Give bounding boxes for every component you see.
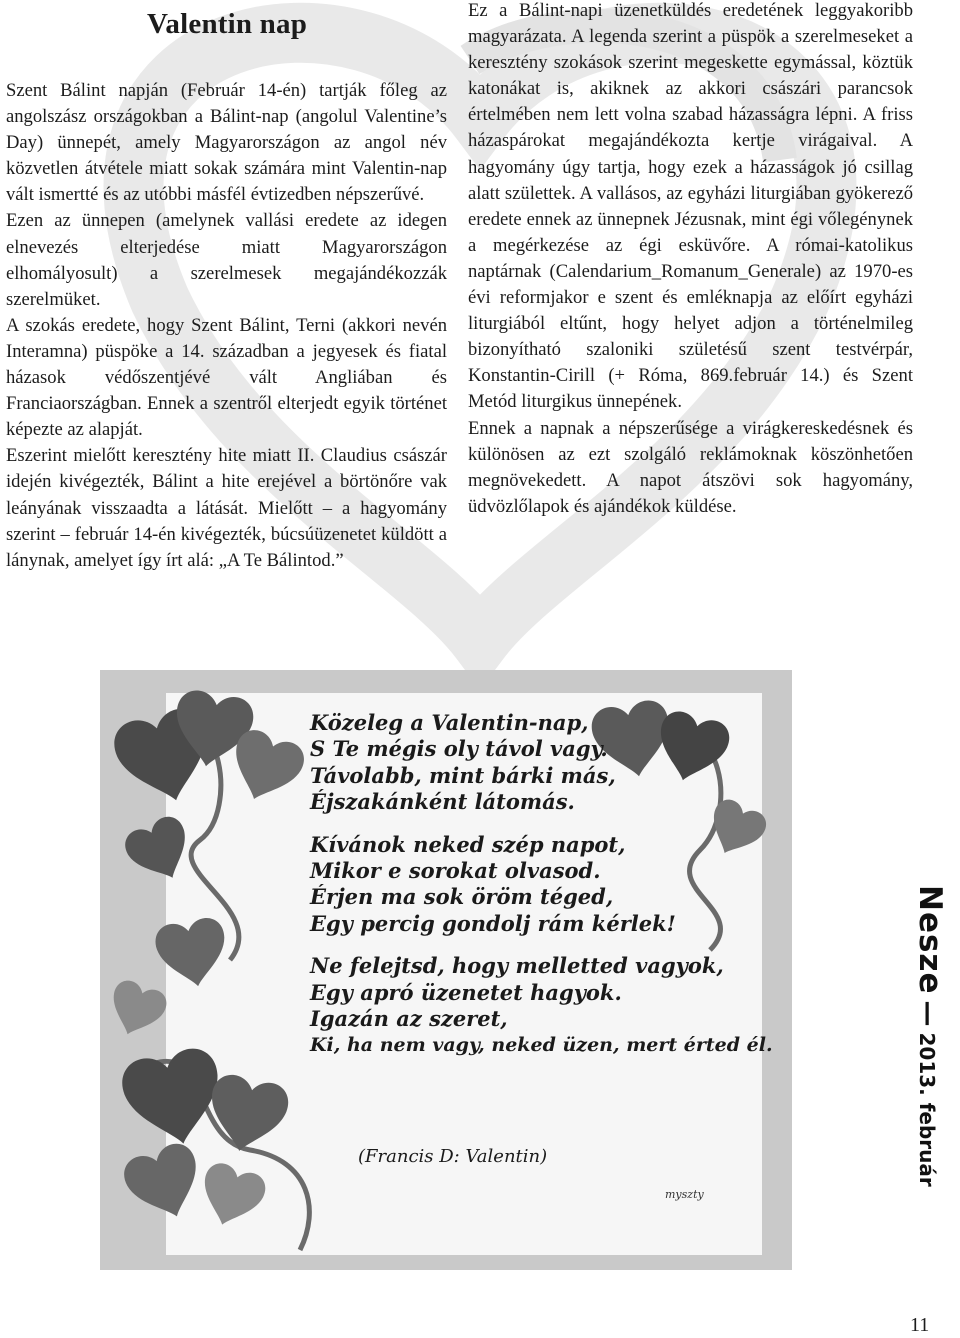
heart-icon [119, 1139, 211, 1229]
poem-line: Ki, ha nem vagy, neked üzen, mert érted él. [310, 1034, 773, 1057]
poem-line: Éjszakánként látomás. [310, 789, 575, 815]
poem-line: Távolabb, mint bárki más, [310, 762, 616, 788]
paragraph: Eszerint mielőtt keresztény hite miatt II. Claudius császár idején kivégezték, Bálint a hite erejével a börtönőre vak leányának visszaadta a látását. Mielőtt – a hagyomány szerint – február 14-én kivégezték, búcsúüzenetet küldött a lánynak, amelyet így írt alá: „A Te Bálintod.” [6, 445, 447, 571]
poem-line: Egy percig gondolj rám kérlek! [310, 910, 676, 936]
poem-line: Közeleg a Valentin-nap, [310, 710, 589, 735]
paragraph: A szokás eredete, hogy Szent Bálint, Terni (akkori nevén Interamna) püspöke a 14. században a jegyesek és fiatal házasok védőszentjévé vált Angliában és Franciaországban. Ennek a szentről elterjedt egyik történet képezte az alapját. [6, 314, 447, 441]
magazine-name: Nesze [912, 885, 948, 995]
poem [310, 710, 773, 1075]
valentine-card-image [100, 670, 792, 1270]
heart-icon [193, 1159, 269, 1234]
poem-line: Érjen ma sok öröm téged, [310, 884, 614, 910]
page-number: 11 [910, 1314, 930, 1336]
poem-stanza [310, 710, 760, 816]
paragraph: Ennek a napnak a népszerűsége a virágkereskedésnek és különösen az ezt szolgáló reklámoknak köszönhetően megnövekedett. A napot átszövi sok hagyomány, üdvözlőlapok és ajándékok küldése. [468, 417, 913, 517]
paragraph: Ez a Bálint-napi üzenetküldés eredetének leggyakoribb magyarázata. A legenda szerint a püspök a szerelmeseket a keresztény szokások szerint megeskette egymással, köztük katonákat is, akiknek az akkori császári parancsok értelmében nem lett volna szabad házasságra lépni. A friss házaspárokat megajándékozta kertje virágaival. A hagyomány úgy tartja, hogy ezek a házasságok jó csillag alatt születtek. A vallásos, az egyházi liturgiában gyökerező eredete ennek az ünnepnek Jézusnak, mint égi vőlegénynek a megérkezése az égi esküvőre. A római-katolikus naptárnak (Calendarium_Romanum_Generale) az 1970-es évi reformjakor e szent és emléknapja az előírt egyházi liturgiából eltűnt, hogy helyet adjon a történelmileg bizonyítható szaloniki születésű szent testvérpár, Konstantin-Cirill (+ Róma, 869.február 14.) és Szent Metód liturgikus ünnepének. [468, 0, 913, 413]
poem-line: Egy apró üzenetet hagyok. [310, 979, 622, 1005]
poem-stanza [310, 953, 773, 1059]
heart-icon [153, 915, 232, 992]
left-column [6, 78, 447, 574]
heart-icon [102, 977, 170, 1044]
poem-line: S Te mégis oly távol vagy. [310, 736, 608, 762]
issue-date: 2013. február [915, 1032, 939, 1187]
separator-dash: — [913, 1000, 943, 1027]
right-column [468, 0, 913, 520]
article-title: Valentin nap [146, 8, 308, 40]
poem-line: Igazán az szeret, [310, 1006, 508, 1032]
heart-icon [120, 812, 200, 891]
poem-line: Mikor e sorokat olvasod. [310, 858, 601, 884]
magazine-side-label [908, 885, 948, 1195]
paragraph: Szent Bálint napján (Február 14-én) tartják főleg az angolszász országokban a Bálint-nap (angolul Valentine’s Day) ünnepét, amely Magyarországon az angol név közvetlen átvétele miatt sokak számára mint Valentin-nap vált ismertté és az utóbbi másfél évtizedben népszerűvé. [6, 80, 447, 206]
paragraph: Ezen az ünnepen (amelynek vallási eredete az idegen elnevezés elterjedése miatt Magyarországon elhomályosult) a szerelmesek megajándékozzák szerelmüket. [6, 210, 447, 310]
poem-author: (Francis D: Valentin) [358, 1146, 548, 1167]
poem-stanza [310, 832, 760, 938]
poem-line: Kívánok neked szép napot, [310, 831, 626, 857]
artist-signature: myszty [665, 1188, 704, 1201]
poem-line: Ne felejtsd, hogy melletted vagyok, [310, 953, 724, 979]
